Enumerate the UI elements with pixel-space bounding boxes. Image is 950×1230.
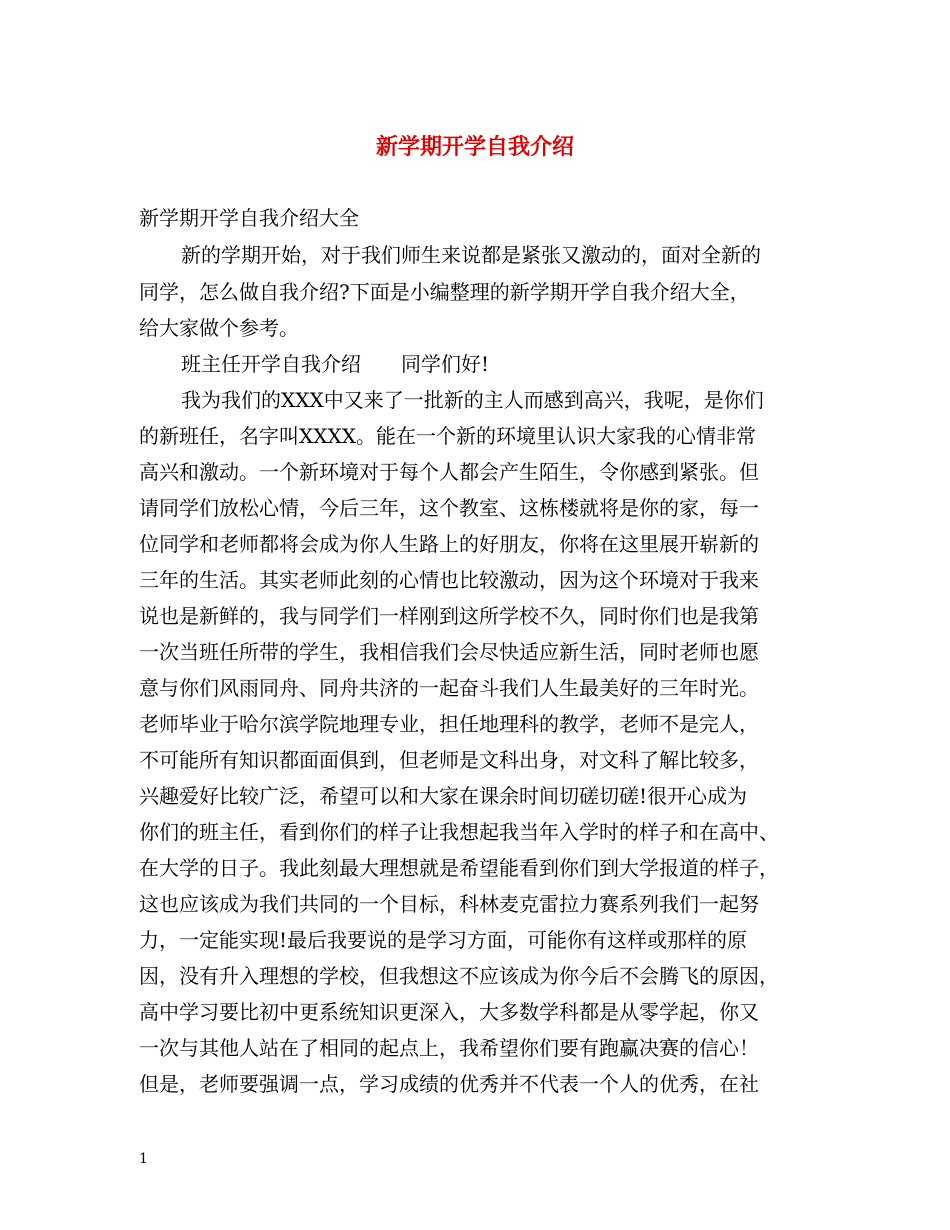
paragraph-line: 高中学习要比初中更系统知识更深入，大多数学科都是从零学起，你又 <box>139 1000 759 1024</box>
paragraph-line: 不可能所有知识都面面俱到，但老师是文科出身，对文科了解比较多， <box>139 748 759 772</box>
page-title: 新学期开学自我介绍 <box>375 134 574 160</box>
paragraph-line: 但是，老师要强调一点，学习成绩的优秀并不代表一个人的优秀，在社 <box>139 1072 759 1096</box>
paragraph-line: 意与你们风雨同舟、同舟共济的一起奋斗我们人生最美好的三年时光。 <box>139 676 759 700</box>
paragraph-line: 你们的班主任，看到你们的样子让我想起我当年入学时的样子和在高中、 <box>139 820 779 844</box>
paragraph-line: 的新班任，名字叫XXXX。能在一个新的环境里认识大家我的心情非常 <box>139 424 756 448</box>
paragraph-line: 给大家做个参考。 <box>139 316 299 340</box>
paragraph-line: 三年的生活。其实老师此刻的心情也比较激动，因为这个环境对于我来 <box>139 568 759 592</box>
paragraph-line: 兴趣爱好比较广泛，希望可以和大家在课余时间切磋切磋!很开心成为 <box>139 784 748 808</box>
paragraph-line: 力，一定能实现!最后我要说的是学习方面，可能你有这样或那样的原 <box>139 928 748 952</box>
paragraph-line: 因，没有升入理想的学校，但我想这不应该成为你今后不会腾飞的原因， <box>139 964 779 988</box>
paragraph-line: 一次与其他人站在了相同的起点上，我希望你们要有跑赢决赛的信心！ <box>139 1036 759 1060</box>
paragraph-line: 老师毕业于哈尔滨学院地理专业，担任地理科的教学，老师不是完人， <box>139 712 759 736</box>
paragraph-line: 位同学和老师都将会成为你人生路上的好朋友，你将在这里展开崭新的 <box>139 532 759 556</box>
paragraph-line: 在大学的日子。我此刻最大理想就是希望能看到你们到大学报道的样子， <box>139 856 779 880</box>
subtitle: 新学期开学自我介绍大全 <box>139 206 359 230</box>
paragraph-line: 班主任开学自我介绍 同学们好! <box>181 352 490 376</box>
paragraph-line: 我为我们的XXX中又来了一批新的主人而感到高兴，我呢，是你们 <box>181 388 764 412</box>
paragraph-line: 说也是新鲜的，我与同学们一样刚到这所学校不久，同时你们也是我第 <box>139 604 759 628</box>
paragraph-line: 这也应该成为我们共同的一个目标，科林麦克雷拉力赛系列我们一起努 <box>139 892 759 916</box>
paragraph-line: 请同学们放松心情，今后三年，这个教室、这栋楼就将是你的家，每一 <box>139 496 759 520</box>
page-number: 1 <box>139 1151 148 1167</box>
paragraph-line: 高兴和激动。一个新环境对于每个人都会产生陌生，令你感到紧张。但 <box>139 460 759 484</box>
paragraph-line: 同学，怎么做自我介绍?下面是小编整理的新学期开学自我介绍大全， <box>139 280 750 304</box>
paragraph-line: 一次当班任所带的学生，我相信我们会尽快适应新生活，同时老师也愿 <box>139 640 759 664</box>
paragraph-line: 新的学期开始，对于我们师生来说都是紧张又激动的，面对全新的 <box>181 243 761 267</box>
